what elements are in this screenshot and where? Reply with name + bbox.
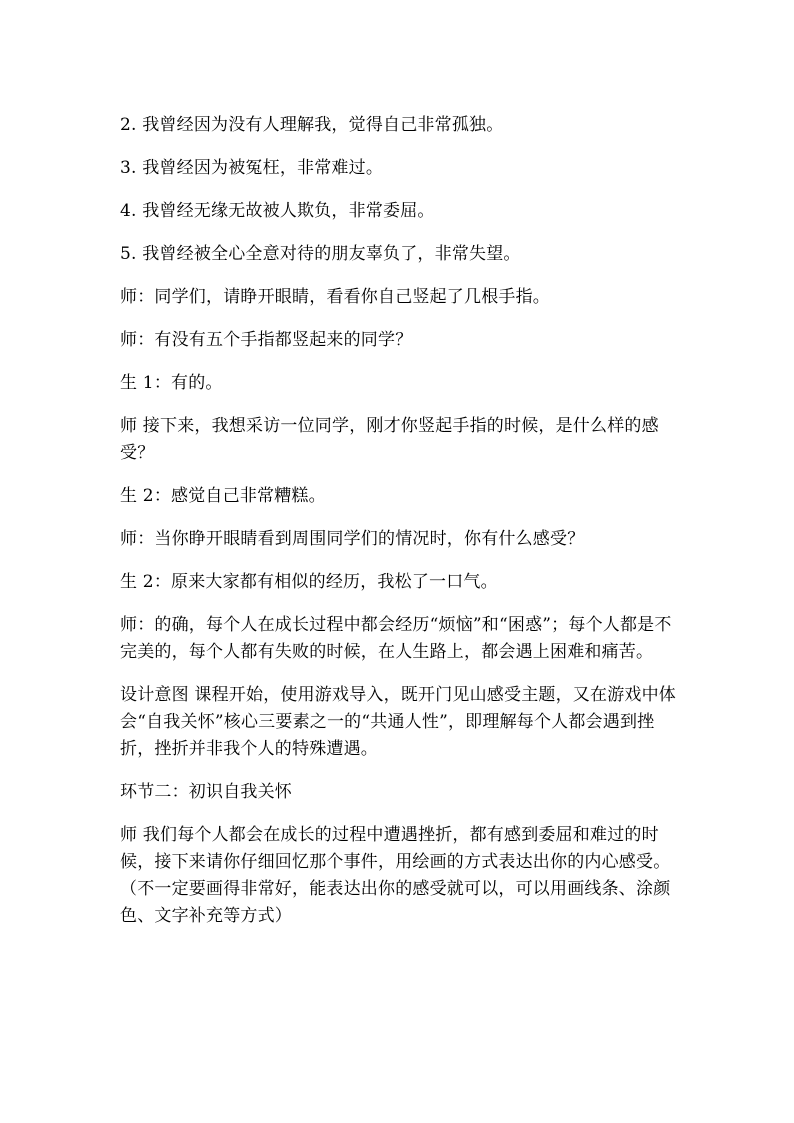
section-heading: 环节二：初识自我关怀	[120, 782, 292, 802]
teacher-line-interview: 师 接下来，我想采访一位同学，刚才你竖起手指的时候，是什么样的感受？	[120, 416, 659, 463]
design-intent-paragraph: 设计意图 课程开始，使用游戏导入，既开门见山感受主题，又在游戏中体会“自我关怀”核心三要素之一的“共通人性”，即理解每个人都会遇到挫折，挫折并非我个人的特殊遭遇。	[120, 685, 677, 759]
list-item-4: 4. 我曾经无缘无故被人欺负，非常委屈。	[120, 201, 435, 221]
teacher-line-summary: 师：的确，每个人在成长过程中都会经历“烦恼”和“困惑”；每个人都是不完美的，每个人都有失败的时候，在人生路上，都会遇上困难和痛苦。	[120, 615, 672, 662]
teacher-line-five-fingers: 师：有没有五个手指都竖起来的同学？	[120, 330, 413, 350]
list-item-5: 5. 我曾经被全心全意对待的朋友辜负了，非常失望。	[120, 244, 521, 264]
teacher-line-open-eyes: 师：同学们，请睁开眼睛，看看你自己竖起了几根手指。	[120, 287, 550, 307]
teacher-line-look-around: 师：当你睁开眼睛看到周围同学们的情况时，你有什么感受？	[120, 529, 585, 549]
list-item-3: 3. 我曾经因为被冤枉，非常难过。	[120, 158, 384, 178]
teacher-line-drawing-task: 师 我们每个人都会在成长的过程中遭遇挫折，都有感到委屈和难过的时候，接下来请你仔细回忆那个事件，用绘画的方式表达出你的内心感受。（不一定要画得非常好，能表达出你的感受就可以，可以用画线条、涂颜色、文字补充等方式）	[120, 825, 671, 926]
list-item-2: 2. 我曾经因为没有人理解我，觉得自己非常孤独。	[120, 115, 504, 135]
student-2-line-relief: 生 2：原来大家都有相似的经历，我松了一口气。	[120, 572, 498, 592]
student-2-line-feeling: 生 2：感觉自己非常糟糕。	[120, 486, 326, 506]
document-body	[120, 112, 680, 946]
student-1-line: 生 1：有的。	[120, 373, 223, 393]
